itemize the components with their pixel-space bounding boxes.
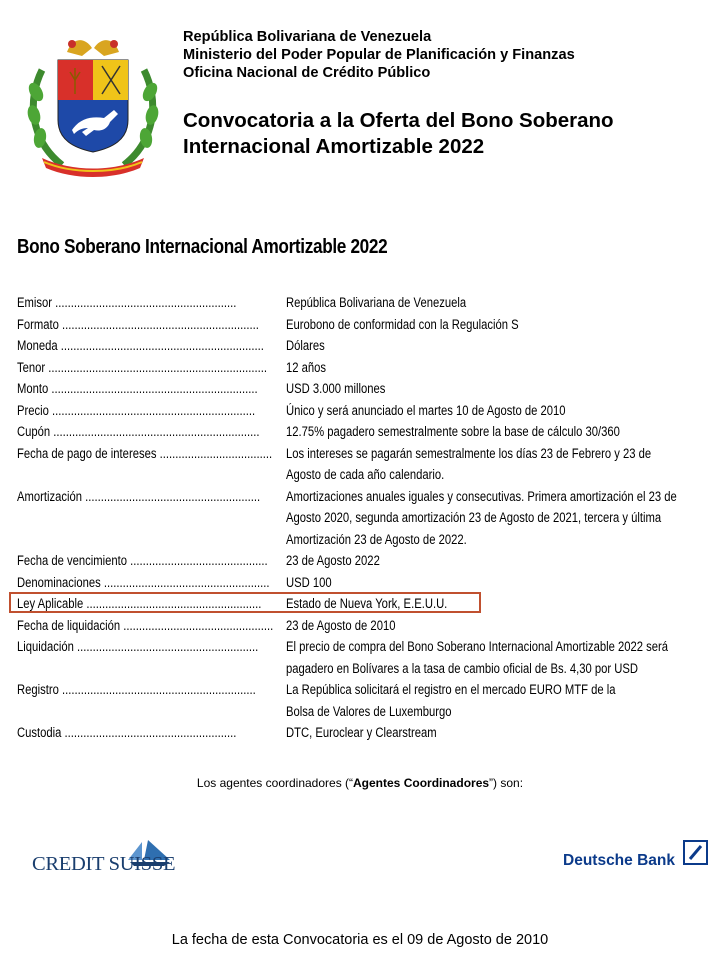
term-row xyxy=(17,507,707,529)
agents-note xyxy=(0,776,720,790)
agents-note-suffix: ”) son: xyxy=(489,776,524,790)
term-row xyxy=(17,357,707,379)
term-value: Los intereses se pagarán semestralmente los días 23 de Febrero y 23 de xyxy=(286,445,652,461)
term-row xyxy=(17,636,707,658)
term-row xyxy=(17,443,707,465)
term-value: Agosto de cada año calendario. xyxy=(286,467,445,482)
document-title-line1: Convocatoria a la Oferta del Bono Soberano xyxy=(183,109,614,132)
term-value: Amortización 23 de Agosto de 2022. xyxy=(286,531,467,547)
term-label: Formato ............................................................... xyxy=(17,316,259,332)
term-value: Estado de Nueva York, E.E.U.U. xyxy=(286,596,448,611)
terms-list xyxy=(17,292,707,744)
agents-note-bold: Agentes Coordinadores xyxy=(353,776,490,790)
term-row xyxy=(17,314,707,336)
document-title xyxy=(183,108,614,160)
term-label: Amortización ........................................................ xyxy=(17,488,261,504)
term-value: La República solicitará el registro en el mercado EURO MTF de la xyxy=(286,682,616,697)
term-label: Emisor .......................................................... xyxy=(17,295,237,310)
term-value: Dólares xyxy=(286,338,325,353)
term-label: Fecha de pago de intereses .................................... xyxy=(17,445,273,461)
document-title-line2: Internacional Amortizable 2022 xyxy=(183,135,485,158)
term-value: Amortizaciones anuales iguales y consecutivas. Primera amortización el 23 de xyxy=(286,488,677,504)
term-value: 23 de Agosto 2022 xyxy=(286,553,380,568)
slash-square-icon xyxy=(683,840,708,865)
term-value: pagadero en Bolívares a la tasa de cambio oficial de Bs. 4,30 por USD xyxy=(286,660,639,676)
term-value: Bolsa de Valores de Luxemburgo xyxy=(286,703,452,719)
term-label: Monto .................................................................. xyxy=(17,381,258,396)
term-value: República Bolivariana de Venezuela xyxy=(286,295,467,310)
term-value: 12 años xyxy=(286,359,327,375)
bond-heading: Bono Soberano Internacional Amortizable 2022 xyxy=(17,236,388,258)
term-value: Agosto 2020, segunda amortización 23 de Agosto de 2021, tercera y última xyxy=(286,510,662,525)
term-label xyxy=(17,701,286,723)
term-label: Registro .............................................................. xyxy=(17,682,256,697)
highlight-box-ley-aplicable xyxy=(9,592,481,613)
term-row xyxy=(17,529,707,551)
term-row xyxy=(17,335,707,357)
footer-date: La fecha de esta Convocatoria es el 09 de Agosto de 2010 xyxy=(171,932,549,948)
term-label xyxy=(17,529,286,551)
term-row xyxy=(17,572,707,594)
term-label: Tenor ...................................................................... xyxy=(17,359,268,375)
venezuela-coat-of-arms-icon xyxy=(22,30,164,178)
credit-suisse-logo: CREDIT SUISSE xyxy=(32,853,176,875)
term-row xyxy=(17,400,707,422)
term-row xyxy=(17,378,707,400)
header-line-office: Oficina Nacional de Crédito Público xyxy=(183,65,431,81)
term-label: Custodia ....................................................... xyxy=(17,725,237,740)
term-label: Cupón .................................................................. xyxy=(17,424,260,439)
term-value: El precio de compra del Bono Soberano Internacional Amortizable 2022 será xyxy=(286,639,669,654)
term-row xyxy=(17,550,707,572)
term-row xyxy=(17,722,707,744)
term-value: Eurobono de conformidad con la Regulación S xyxy=(286,316,519,332)
term-value: 23 de Agosto de 2010 xyxy=(286,617,396,633)
term-label: Fecha de liquidación ................................................ xyxy=(17,617,274,633)
term-label: Precio ................................................................. xyxy=(17,402,256,418)
term-value: 12.75% pagadero semestralmente sobre la base de cálculo 30/360 xyxy=(286,424,620,439)
term-label xyxy=(17,658,286,680)
header-line-country: República Bolivariana de Venezuela xyxy=(183,29,432,45)
term-row xyxy=(17,292,707,314)
institution-header xyxy=(183,28,575,82)
header-line-ministry: Ministerio del Poder Popular de Planificación y Finanzas xyxy=(183,47,575,63)
term-label: Ley Aplicable ........................................................ xyxy=(17,596,262,611)
term-label: Liquidación .......................................................... xyxy=(17,639,259,654)
term-value: DTC, Euroclear y Clearstream xyxy=(286,725,437,740)
term-row xyxy=(17,421,707,443)
term-value: USD 3.000 millones xyxy=(286,381,386,396)
term-row xyxy=(17,658,707,680)
term-label: Fecha de vencimiento ............................................ xyxy=(17,553,268,568)
term-label xyxy=(17,507,286,529)
term-label: Denominaciones ..................................................... xyxy=(17,574,270,590)
deutsche-bank-logo: Deutsche Bank xyxy=(563,852,675,869)
term-row xyxy=(17,701,707,723)
term-row xyxy=(17,679,707,701)
term-row xyxy=(17,486,707,508)
term-value: USD 100 xyxy=(286,574,332,590)
term-row xyxy=(17,615,707,637)
term-label xyxy=(17,464,286,486)
term-value: Único y será anunciado el martes 10 de Agosto de 2010 xyxy=(286,402,566,418)
term-row xyxy=(17,464,707,486)
agents-note-prefix: Los agentes coordinadores (“ xyxy=(196,776,354,790)
term-label: Moneda ................................................................. xyxy=(17,338,264,353)
